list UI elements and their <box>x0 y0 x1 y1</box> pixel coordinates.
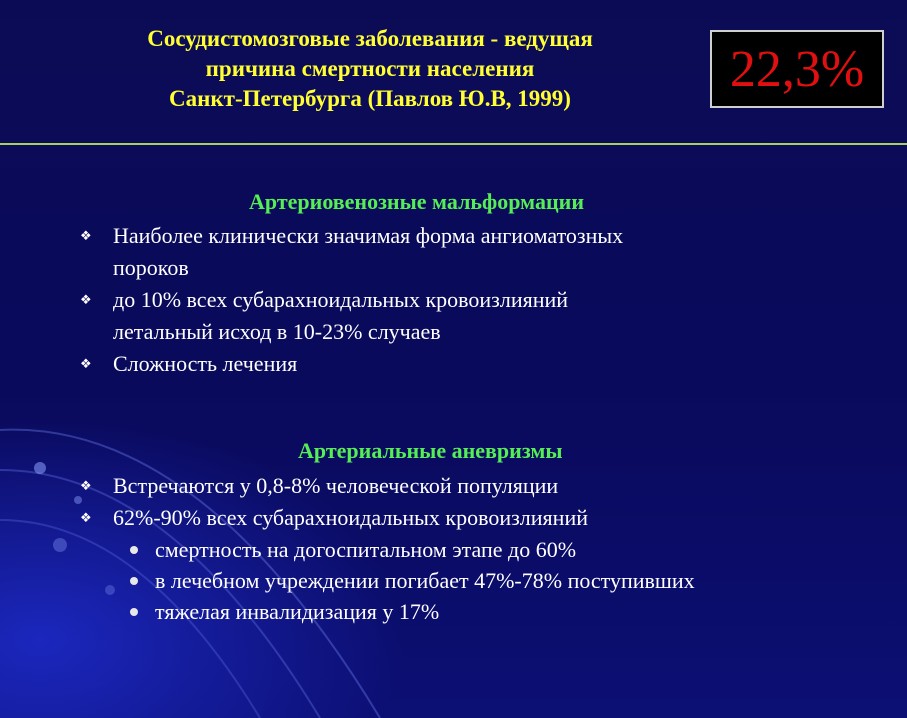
avm-bullet-2-line-2: летальный исход в 10-23% случаев <box>113 319 441 344</box>
slide-title-line-1: Сосудистомозговые заболевания - ведущая <box>147 26 593 51</box>
percentage-badge: 22,3% <box>710 30 884 108</box>
aneurysm-sub-bullet-3: тяжелая инвалидизация у 17% <box>155 599 440 624</box>
diamond-bullet-icon: ❖ <box>80 356 92 371</box>
aneurysm-bullet-1: Встречаются у 0,8-8% человеческой популяции <box>113 473 559 498</box>
aneurysm-sub-bullet-2: в лечебном учреждении погибает 47%-78% поступивших <box>155 568 695 593</box>
avm-bullet-1-line-2: пороков <box>113 255 189 280</box>
round-bullet-icon <box>130 577 138 585</box>
diamond-bullet-icon: ❖ <box>80 228 92 243</box>
avm-heading: Артериовенозные мальформации <box>249 189 585 214</box>
avm-bullet-3: Сложность лечения <box>113 351 298 376</box>
round-bullet-icon <box>130 608 138 616</box>
avm-bullet-1-line-1: Наиболее клинически значимая форма ангиоматозных <box>113 223 624 248</box>
slide-title <box>40 24 700 114</box>
diamond-bullet-icon: ❖ <box>80 478 92 493</box>
aneurysm-sub-bullet-1: смертность на догоспитальном этапе до 60% <box>155 537 577 562</box>
aneurysm-heading: Артериальные аневризмы <box>298 438 563 463</box>
diamond-bullet-icon: ❖ <box>80 510 92 525</box>
title-divider <box>0 143 907 145</box>
aneurysm-bullet-2: 62%-90% всех субарахноидальных кровоизлияний <box>113 505 588 530</box>
slide-title-line-3: Санкт-Петербурга (Павлов Ю.В, 1999) <box>169 86 571 111</box>
slide-title-line-2: причина смертности населения <box>205 56 535 81</box>
diamond-bullet-icon: ❖ <box>80 292 92 307</box>
avm-bullet-2-line-1: до 10% всех субарахноидальных кровоизлияний <box>113 287 569 312</box>
round-bullet-icon <box>130 546 138 554</box>
